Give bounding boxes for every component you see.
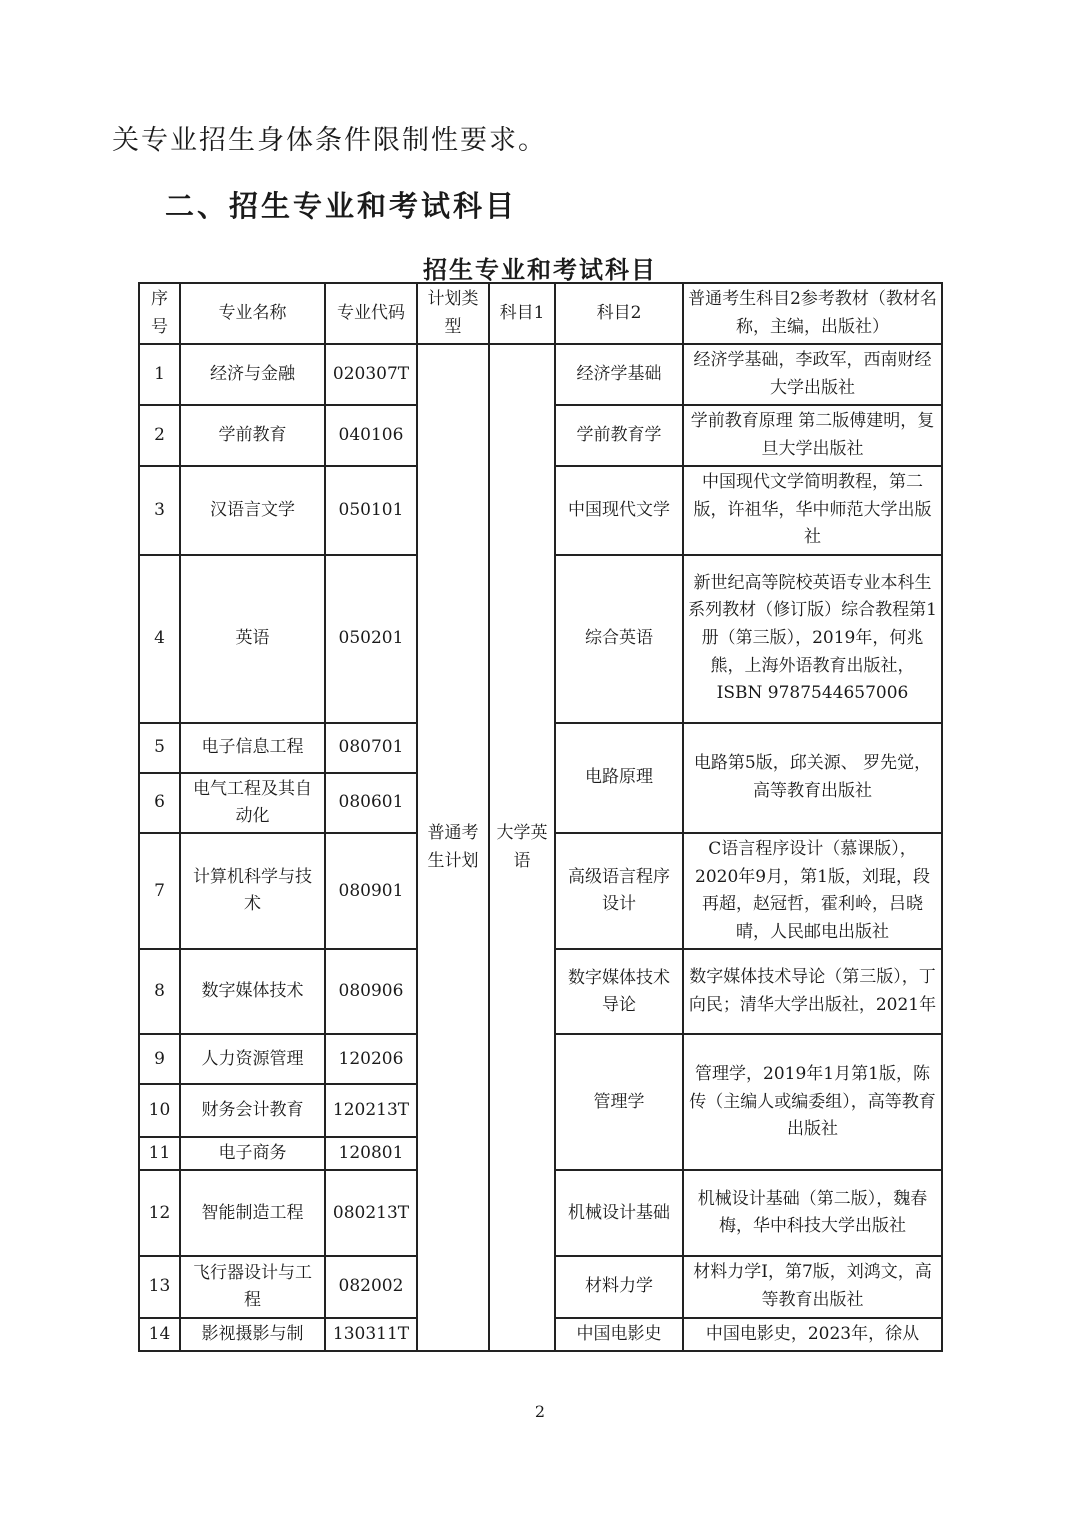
major-name-cell: 影视摄影与制 <box>180 1318 325 1352</box>
header-subject1: 科目1 <box>489 283 555 344</box>
major-name-cell: 财务会计教育 <box>180 1084 325 1137</box>
textbook-cell: 材料力学Ⅰ，第7版，刘鸿文，高等教育出版社 <box>683 1256 942 1317</box>
major-code-cell: 080701 <box>325 723 417 773</box>
subject2-cell: 经济学基础 <box>555 344 683 405</box>
major-name-cell: 人力资源管理 <box>180 1034 325 1084</box>
major-code-cell: 130311T <box>325 1318 417 1352</box>
seq-cell: 4 <box>139 555 180 723</box>
major-code-cell: 080213T <box>325 1170 417 1256</box>
major-code-cell: 080601 <box>325 773 417 833</box>
major-code-cell: 020307T <box>325 344 417 405</box>
major-code-cell: 080901 <box>325 833 417 949</box>
major-name-cell: 飞行器设计与工程 <box>180 1256 325 1317</box>
seq-cell: 11 <box>139 1137 180 1170</box>
header-plan: 计划类型 <box>417 283 489 344</box>
major-code-cell: 120206 <box>325 1034 417 1084</box>
major-code-cell: 080906 <box>325 949 417 1034</box>
subject2-cell: 材料力学 <box>555 1256 683 1317</box>
plan-type-cell: 普通考生计划 <box>417 344 489 1351</box>
textbook-cell: 电路第5版，邱关源、 罗先觉，高等教育出版社 <box>683 723 942 833</box>
subject1-cell: 大学英语 <box>489 344 555 1351</box>
major-name-cell: 电气工程及其自动化 <box>180 773 325 833</box>
major-name-cell: 计算机科学与技术 <box>180 833 325 949</box>
major-name-cell: 智能制造工程 <box>180 1170 325 1256</box>
major-code-cell: 040106 <box>325 405 417 466</box>
textbook-cell: 中国现代文学简明教程，第二版，许祖华，华中师范大学出版社 <box>683 466 942 555</box>
seq-cell: 9 <box>139 1034 180 1084</box>
textbook-cell: 学前教育原理 第二版傅建明，复旦大学出版社 <box>683 405 942 466</box>
seq-cell: 2 <box>139 405 180 466</box>
major-name-cell: 学前教育 <box>180 405 325 466</box>
subject2-cell: 学前教育学 <box>555 405 683 466</box>
seq-cell: 8 <box>139 949 180 1034</box>
textbook-cell: 管理学，2019年1月第1版，陈传（主编人或编委组），高等教育出版社 <box>683 1034 942 1170</box>
intro-text: 关专业招生身体条件限制性要求。 <box>112 125 547 156</box>
major-code-cell: 050101 <box>325 466 417 555</box>
subject2-cell: 中国电影史 <box>555 1318 683 1352</box>
subject2-cell: 机械设计基础 <box>555 1170 683 1256</box>
textbook-cell: 机械设计基础（第二版），魏春梅，华中科技大学出版社 <box>683 1170 942 1256</box>
seq-cell: 5 <box>139 723 180 773</box>
subject2-cell: 中国现代文学 <box>555 466 683 555</box>
major-code-cell: 082002 <box>325 1256 417 1317</box>
header-subject2: 科目2 <box>555 283 683 344</box>
textbook-cell: 新世纪高等院校英语专业本科生系列教材（修订版）综合教程第1册（第三版），2019年，何兆熊，上海外语教育出版社，ISBN 9787544657006 <box>683 555 942 723</box>
textbook-cell: C语言程序设计（慕课版），2020年9月，第1版，刘琨，段再超，赵冠哲，霍利岭，吕晓晴，人民邮电出版社 <box>683 833 942 949</box>
seq-cell: 13 <box>139 1256 180 1317</box>
major-code-cell: 120213T <box>325 1084 417 1137</box>
header-ref: 普通考生科目2参考教材（教材名称，主编，出版社） <box>683 283 942 344</box>
seq-cell: 1 <box>139 344 180 405</box>
admission-table <box>138 282 943 1352</box>
major-code-cell: 120801 <box>325 1137 417 1170</box>
seq-cell: 7 <box>139 833 180 949</box>
subject2-cell: 高级语言程序设计 <box>555 833 683 949</box>
subject2-cell: 管理学 <box>555 1034 683 1170</box>
header-code: 专业代码 <box>325 283 417 344</box>
section-heading: 二、招生专业和考试科目 <box>165 189 518 223</box>
seq-cell: 14 <box>139 1318 180 1352</box>
subject2-cell: 数字媒体技术导论 <box>555 949 683 1034</box>
major-name-cell: 数字媒体技术 <box>180 949 325 1034</box>
major-code-cell: 050201 <box>325 555 417 723</box>
header-name: 专业名称 <box>180 283 325 344</box>
major-name-cell: 电子商务 <box>180 1137 325 1170</box>
table-row <box>139 344 942 405</box>
seq-cell: 12 <box>139 1170 180 1256</box>
textbook-cell: 数字媒体技术导论（第三版），丁向民；清华大学出版社，2021年 <box>683 949 942 1034</box>
major-name-cell: 英语 <box>180 555 325 723</box>
subject2-cell: 电路原理 <box>555 723 683 833</box>
header-row <box>139 283 942 344</box>
textbook-cell: 经济学基础，李政军，西南财经大学出版社 <box>683 344 942 405</box>
major-name-cell: 经济与金融 <box>180 344 325 405</box>
page-number: 2 <box>534 1402 546 1421</box>
table-title: 招生专业和考试科目 <box>423 256 657 284</box>
major-name-cell: 电子信息工程 <box>180 723 325 773</box>
subject2-cell: 综合英语 <box>555 555 683 723</box>
header-seq: 序号 <box>139 283 180 344</box>
seq-cell: 6 <box>139 773 180 833</box>
major-name-cell: 汉语言文学 <box>180 466 325 555</box>
seq-cell: 3 <box>139 466 180 555</box>
textbook-cell: 中国电影史，2023年，徐从 <box>683 1318 942 1352</box>
seq-cell: 10 <box>139 1084 180 1137</box>
